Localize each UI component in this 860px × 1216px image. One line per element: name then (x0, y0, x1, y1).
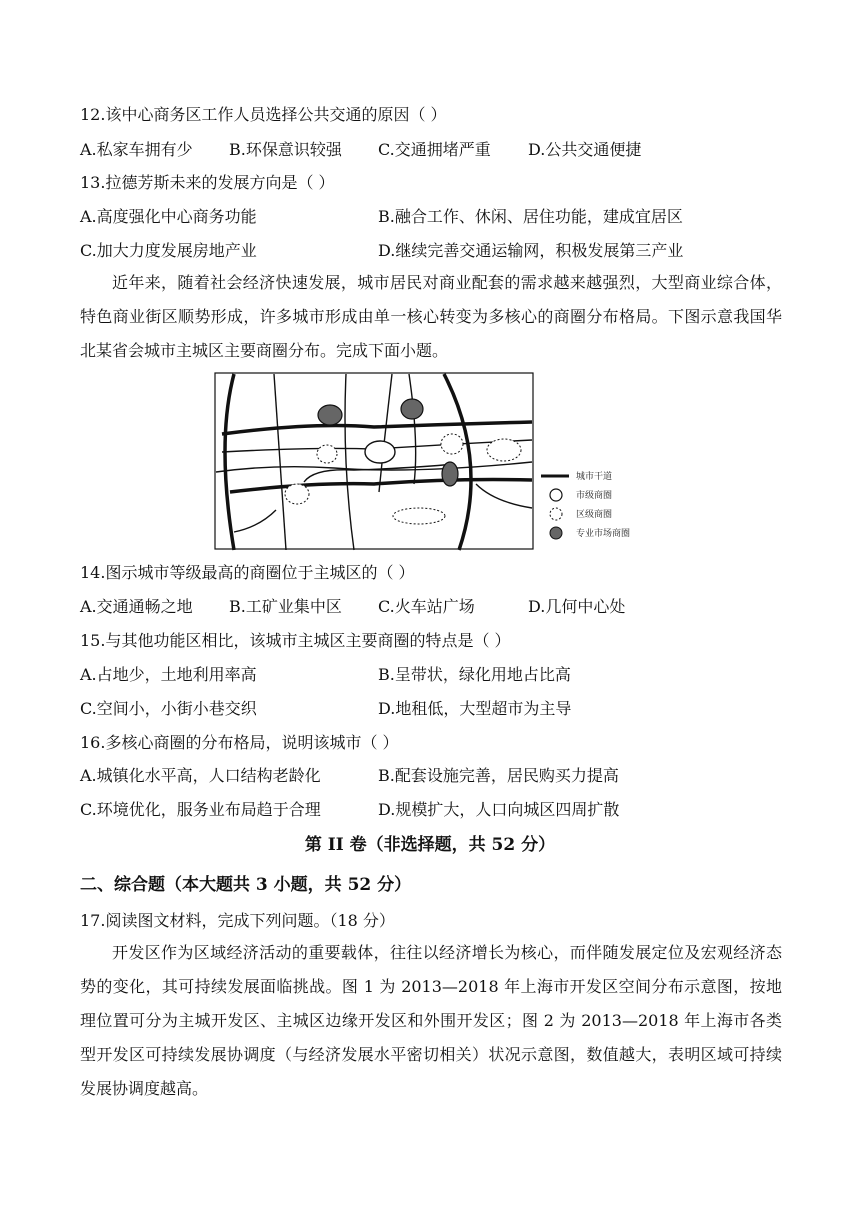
map-legend (541, 470, 630, 539)
q17-passage (80, 936, 782, 1106)
q12-stem: 12.该中心商务区工作人员选择公共交通的原因（ ） (80, 105, 447, 124)
q13-stem: 13.拉德芳斯未来的发展方向是（ ） (80, 173, 335, 192)
district-level-circle (285, 484, 309, 504)
q15-option-a: A.占地少，土地利用率高 (80, 665, 257, 684)
q12-option-a: A.私家车拥有少 (80, 140, 193, 159)
specialized-market-circle (318, 405, 342, 425)
q17-stem: 17.阅读图文材料，完成下列问题。（18 分） (80, 911, 395, 930)
commercial-circle-map (214, 372, 654, 552)
q12-option-b: B.环保意识较强 (229, 140, 342, 159)
q12-option-d: D.公共交通便捷 (528, 140, 642, 159)
passage-1 (80, 266, 782, 368)
specialized-market-circle (401, 399, 423, 419)
district-level-circle (393, 508, 445, 524)
q14-option-a: A.交通通畅之地 (80, 597, 193, 616)
q13-option-c: C.加大力度发展房地产业 (80, 241, 257, 260)
district-level-circle (487, 439, 521, 461)
legend-city-circle-symbol (550, 489, 562, 501)
q15-stem: 15.与其他功能区相比，该城市主城区主要商圈的特点是（ ） (80, 631, 511, 650)
q16-option-d: D.规模扩大，人口向城区四周扩散 (378, 800, 620, 819)
legend-district-circle-label: 区级商圈 (576, 510, 613, 520)
legend-road-label: 城市干道 (576, 472, 613, 482)
q14-stem: 14.图示城市等级最高的商圈位于主城区的（ ） (80, 563, 415, 582)
specialized-market-circle (442, 462, 458, 486)
q13-option-b: B.融合工作、休闲、居住功能，建成宜居区 (378, 207, 683, 226)
q13-option-d: D.继续完善交通运输网，积极发展第三产业 (378, 241, 684, 260)
q13-option-a: A.高度强化中心商务功能 (80, 207, 257, 226)
q15-option-b: B.呈带状，绿化用地占比高 (378, 665, 571, 684)
legend-market-circle-label: 专业市场商圈 (576, 529, 631, 539)
q16-option-a: A.城镇化水平高，人口结构老龄化 (80, 766, 321, 785)
q14-option-b: B.工矿业集中区 (229, 597, 342, 616)
q17-passage-text: 开发区作为区域经济活动的重要载体，往往以经济增长为核心，而伴随发展定位及宏观经济态势的变化，其可持续发展面临挑战。图 1 为 2013—2018 年上海市开发区空间分布示意图，按地理位置可分为主城开发区、主城区边缘开发区和外围开发区；图 2 为 2013—2018 年上海市各类型开发区可持续发展协调度（与经济发展水平密切相关）状况示意图，数值越大，表明区域可持续发展协调度越高。 (80, 943, 782, 1098)
section-2-title: 第 II 卷（非选择题，共 52 分） (304, 835, 556, 855)
passage-1-text: 近年来，随着社会经济快速发展，城市居民对商业配套的需求越来越强烈，大型商业综合体，特色商业街区顺势形成，许多城市形成由单一核心转变为多核心的商圈分布格局。下图示意我国华北某省会城市主城区主要商圈分布。完成下面小题。 (80, 273, 782, 360)
q14-option-d: D.几何中心处 (528, 597, 626, 616)
q14-option-c: C.火车站广场 (378, 597, 475, 616)
q15-option-d: D.地租低，大型超市为主导 (378, 699, 572, 718)
section-2-heading: 二、综合题（本大题共 3 小题，共 52 分） (80, 875, 412, 895)
legend-market-circle-symbol (550, 527, 562, 539)
q15-option-c: C.空间小，小街小巷交织 (80, 699, 257, 718)
district-level-circle (317, 445, 337, 463)
legend-district-circle-symbol (550, 508, 562, 520)
q16-option-c: C.环境优化，服务业布局趋于合理 (80, 800, 321, 819)
q12-option-c: C.交通拥堵严重 (378, 140, 491, 159)
legend-city-circle-label: 市级商圈 (576, 491, 613, 501)
city-level-circle (365, 441, 395, 463)
q16-option-b: B.配套设施完善，居民购买力提高 (378, 766, 619, 785)
district-level-circle (441, 434, 463, 454)
q16-stem: 16.多核心商圈的分布格局，说明该城市（ ） (80, 733, 399, 752)
